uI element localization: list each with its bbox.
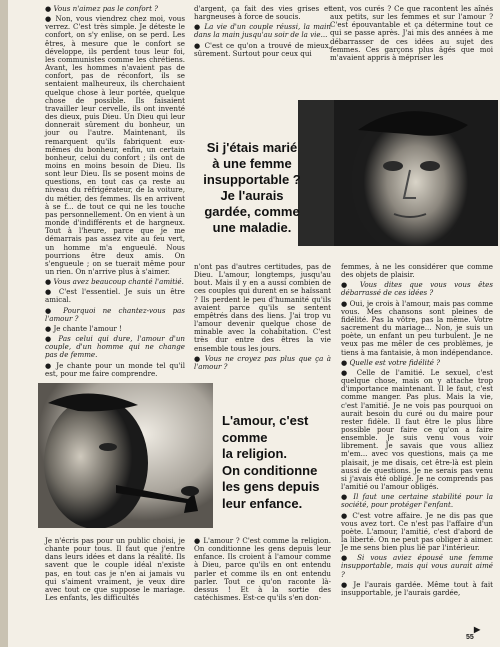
question-paragraph: ● Vous n'aimez pas le confort ? bbox=[45, 4, 158, 13]
column-3-middle bbox=[341, 263, 493, 599]
pull-quote-line: gardée, comme bbox=[204, 204, 300, 219]
question-paragraph: ● Si vous aviez épousé une femme insupportable, mais qui vous aurait aimé ? bbox=[341, 553, 493, 579]
pull-quote-line: la religion. bbox=[222, 446, 288, 461]
answer-paragraph: ● C'est l'essentiel. Je suis un être amical. bbox=[45, 287, 185, 305]
pull-quote-marriage bbox=[188, 140, 316, 236]
pull-quote-line: les gens depuis bbox=[222, 479, 320, 494]
answer-paragraph: d'argent, ça fait des vies grises et hargneuses à force de soucis. bbox=[194, 4, 331, 22]
answer-paragraph: ● Non, vous viendrez chez moi, vous verrez. C'est très simple. Je déteste le confort, on s'y enlise, on se perd. Les êtres, à mesure que le confort se développe, ils perdent tous leur foi, les communistes comme les chrétiens. Avant, les hommes n'avaient pas de confort, pas de réconfort, ils se sentaient malheureux, ils cherchaient quelque chose à leur portée, quelque chose de possible. Ils faisaient travailler leur cervelle, ils ont inventé des dieux, puis Dieu. Un Dieu qui leur donnerait sûrement du bonheur, un jour ou l'autre. Maintenant, ils remarquent qu'ils fabriquent eux-mêmes du bonheur, enfin, un certain bonheur, celui du confort ; ils ont de moins en moins besoin de Dieu. Ils sont leur Dieu. Ils se posent moins de questions, en tout cas ça reste au niveau du réfrigérateur, de la voiture, du métier, des femmes. Ils en arrivent à se f... de tout ce qui ne les touche pas personnellement. On en vient à un monde d'indifférents et de hargneux. Tout à l'heure, parce que je me démarrais pas assez vite au feu vert, un homme m'a engueulé. Nous pourrions être deux amis. On s'engueule ; on se tuerait même pour un rien. On n'arrive plus à s'aimer. bbox=[45, 14, 185, 276]
answer-paragraph: n'ont pas d'autres certitudes, pas de Dieu. L'amour, longtemps, jusqu'au bout. Mais il y en a aussi combien de ces couples qui durent en se haïssant ? Ils perdent le peu d'humanité qu'ils avaient parce qu'ils se sentent empêtrés dans des liens. J'ai trop vu l'amour devenir quelque chose de minable avec la cohabitation. C'est très dur entre des êtres la vie ensemble tous les jours. bbox=[194, 262, 331, 353]
question-paragraph: ● La vie d'un couple réussi, la main dans la main jusqu'au soir de la vie... bbox=[194, 22, 331, 40]
question-paragraph: ● Pourquoi ne chantez-vous pas l'amour ? bbox=[45, 305, 185, 323]
continue-arrow bbox=[474, 625, 480, 634]
answer-paragraph: femmes, à ne les considérer que comme des objets de plaisir. bbox=[341, 262, 493, 280]
pull-quote-line: comme bbox=[222, 429, 268, 445]
pull-quote-line: L'amour, c'est bbox=[222, 413, 309, 428]
answer-paragraph: ● Celle de l'amitié. Le sexuel, c'est quelque chose, mais on y attache trop d'importance maintenant. Il le faut, c'est comme manger. Pas plus. Mais la vie, c'est l'amitié. Je ne vois pas pourquoi on aurait besoin du curé ou du maire pour rester fidèle. Il faut être le plus libre possible pour faire ce qu'on a faire ensemble. Je suis venu vous voir librement. Je savais que vous alliez m'em... avec vos questions, mais ça me plaisait, je me disais, cet être-là est plein aussi de questions. Je ne serais pas venu si j'avais été obligé. Je ne comprends pas l'amitié ou l'amour obligés. bbox=[341, 367, 493, 492]
answer-paragraph: ● Oui, je crois à l'amour, mais pas comme vous. Mes chansons sont pleines de fidélité. Pas la vôtre, pas la même. Votre sacrement du mariage... Non, je suis un poète, un enfant un peu turbulent. Je ne veux pas me mêler de ces problèmes, je tiens à ma fantaisie, à mon indépendance. bbox=[341, 298, 493, 357]
answer-paragraph: ● L'amour ? C'est comme la religion. On conditionne les gens depuis leur enfance. Ils croient à l'amour comme à Dieu, parce qu'ils en ont entendu parler et comme ils en ont entendu parler. Tout ce qu'on raconte là-dessus ! Et à la sortie des catéchismes. Est-ce qu'ils s'en don- bbox=[194, 536, 331, 603]
pull-quote-line: Je l'aurais bbox=[220, 188, 284, 203]
portrait-photo-top bbox=[298, 100, 498, 246]
answer-paragraph: ● C'est ce qu'on a trouvé de mieux, sûrement. Surtout pour ceux qui bbox=[194, 40, 331, 58]
answer-paragraph: ● Je chante l'amour ! bbox=[45, 323, 122, 333]
pull-quote-religion bbox=[222, 413, 337, 512]
column-1-bottom bbox=[45, 537, 185, 604]
pull-quote-line: Si j'étais marié bbox=[206, 140, 298, 155]
answer-paragraph: ● C'est votre affaire. Je ne dis pas que vous avez tort. Ce n'est pas l'affaire d'un poète. L'amour, l'amitié, c'est d'abord de la liberté. On ne peut pas obliger à aimer. Je me sens bien plus lié par l'intérieur. bbox=[341, 510, 493, 553]
question-paragraph: ● Vous ne croyez pas plus que ça à l'amour ? bbox=[194, 353, 331, 371]
continue-arrow-glyph: ▶ bbox=[474, 625, 481, 634]
question-paragraph: ● Il faut une certaine stabilité pour la société, pour protéger l'enfant. bbox=[341, 492, 493, 510]
column-3-top bbox=[330, 5, 493, 64]
man-smoking-pipe-image bbox=[38, 383, 213, 528]
pull-quote-line: On conditionne bbox=[222, 462, 318, 478]
column-2-bottom bbox=[194, 537, 331, 604]
column-1-top bbox=[45, 5, 185, 380]
answer-paragraph: Je n'écris pas pour un public choisi, je chante pour tous. Il faut que j'entre dans leurs idées et dans la réalité. Ils savent que le couple idéal n'existe pas, en tout cas je n'en ai jamais vu qui s'aiment vraiment, je veux dire avec tout ce que suppose le mariage. Les enfants, les difficultés bbox=[45, 536, 185, 603]
column-2-middle bbox=[194, 263, 331, 373]
question-paragraph: ● Pas celui qui dure, l'amour d'un couple, d'un homme qui ne change pas de femme. bbox=[45, 334, 185, 360]
portrait-photo-bottom bbox=[38, 383, 213, 528]
pull-quote-line: à une femme bbox=[212, 156, 292, 171]
page-number-text: 55 bbox=[466, 634, 474, 641]
man-portrait-image bbox=[298, 100, 498, 246]
column-2-top bbox=[194, 5, 331, 60]
question-paragraph: ● Vous dites que vous vous êtes débarrassé de ces idées ? bbox=[341, 280, 493, 298]
answer-paragraph: ● Je chante pour un monde tel qu'il est, pour me faire comprendre. bbox=[45, 360, 185, 378]
question-paragraph: ● Vous avez beaucoup chanté l'amitié. bbox=[45, 277, 184, 287]
pull-quote-line: insupportable ? bbox=[203, 172, 301, 187]
answer-paragraph: tent, vos curés ? Ce que racontent les aînés aux petits, sur les femmes et sur l'amour ? C'est épouvantable et ça détermine tout ce qui se passe après. J'ai mis des années à me débarrasser de ces idées au sujet des femmes. Ces garçons plus âgés que moi m'avaient appris à mépriser les bbox=[330, 4, 493, 62]
question-paragraph: ● Quelle est votre fidélité ? bbox=[341, 357, 441, 367]
page-gutter bbox=[0, 0, 8, 647]
page-number bbox=[466, 634, 474, 641]
magazine-page bbox=[8, 0, 500, 647]
pull-quote-line: une maladie. bbox=[212, 220, 292, 235]
answer-paragraph: ● Je l'aurais gardée. Même tout à fait insupportable, je l'aurais gardée, bbox=[341, 579, 493, 597]
pull-quote-line: leur enfance. bbox=[222, 495, 303, 511]
